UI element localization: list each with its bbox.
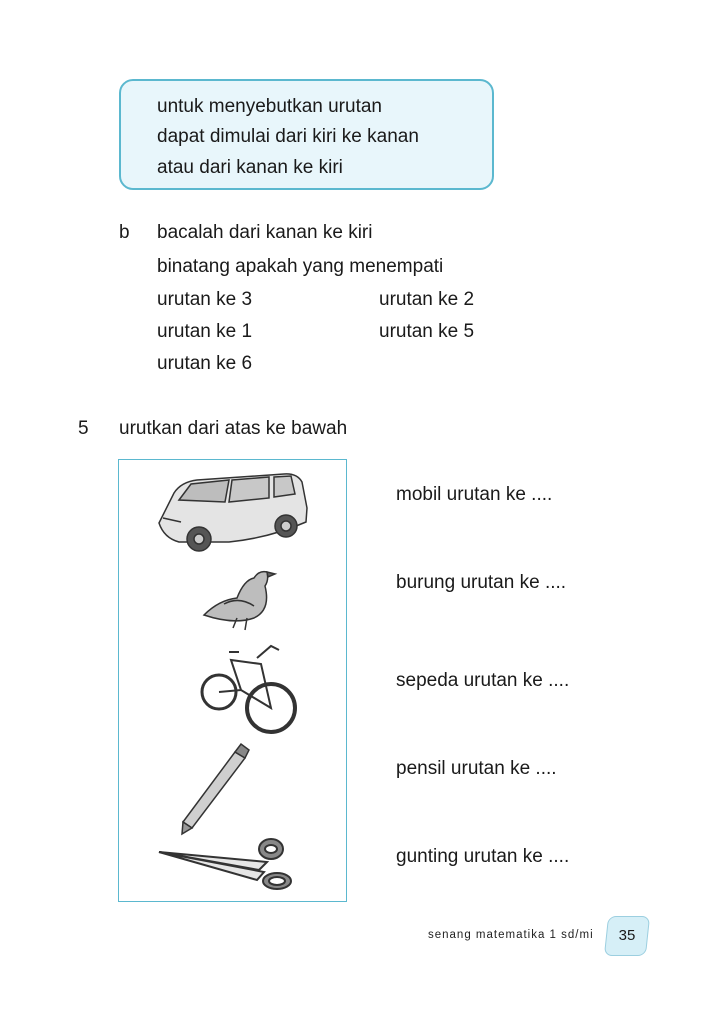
footer-book-title: senang matematika 1 sd/mi [428, 929, 594, 941]
picture-frame [118, 459, 347, 902]
question-number: 5 [78, 418, 89, 439]
scissors-illustration [159, 839, 291, 889]
bicycle-illustration [202, 646, 295, 732]
item-b-left-1: urutan ke 3 [157, 289, 253, 310]
note-line-3: atau dari kanan ke kiri [157, 157, 343, 178]
answer-line-bicycle: sepeda urutan ke .... [396, 670, 570, 691]
pigeon-illustration [204, 572, 275, 630]
answer-line-bird: burung urutan ke .... [396, 572, 567, 593]
pencil-illustration [182, 744, 249, 834]
page-number: 35 [618, 927, 636, 944]
item-b-line1: bacalah dari kanan ke kiri [157, 222, 373, 243]
question-text: urutkan dari atas ke bawah [119, 418, 348, 439]
answer-line-scissors: gunting urutan ke .... [396, 846, 570, 867]
answer-line-car: mobil urutan ke .... [396, 484, 553, 505]
item-b-right-1: urutan ke 2 [379, 289, 475, 310]
item-b-line2: binatang apakah yang menempati [157, 256, 444, 277]
item-b-left-2: urutan ke 1 [157, 321, 253, 342]
car-illustration [159, 474, 307, 551]
note-line-1: untuk menyebutkan urutan [157, 96, 382, 117]
note-line-2: dapat dimulai dari kiri ke kanan [157, 126, 419, 147]
picture-set [119, 460, 348, 903]
item-b-marker: b [119, 222, 130, 243]
item-b-last: urutan ke 6 [157, 353, 253, 374]
item-b-right-2: urutan ke 5 [379, 321, 475, 342]
answer-line-pencil: pensil urutan ke .... [396, 758, 557, 779]
